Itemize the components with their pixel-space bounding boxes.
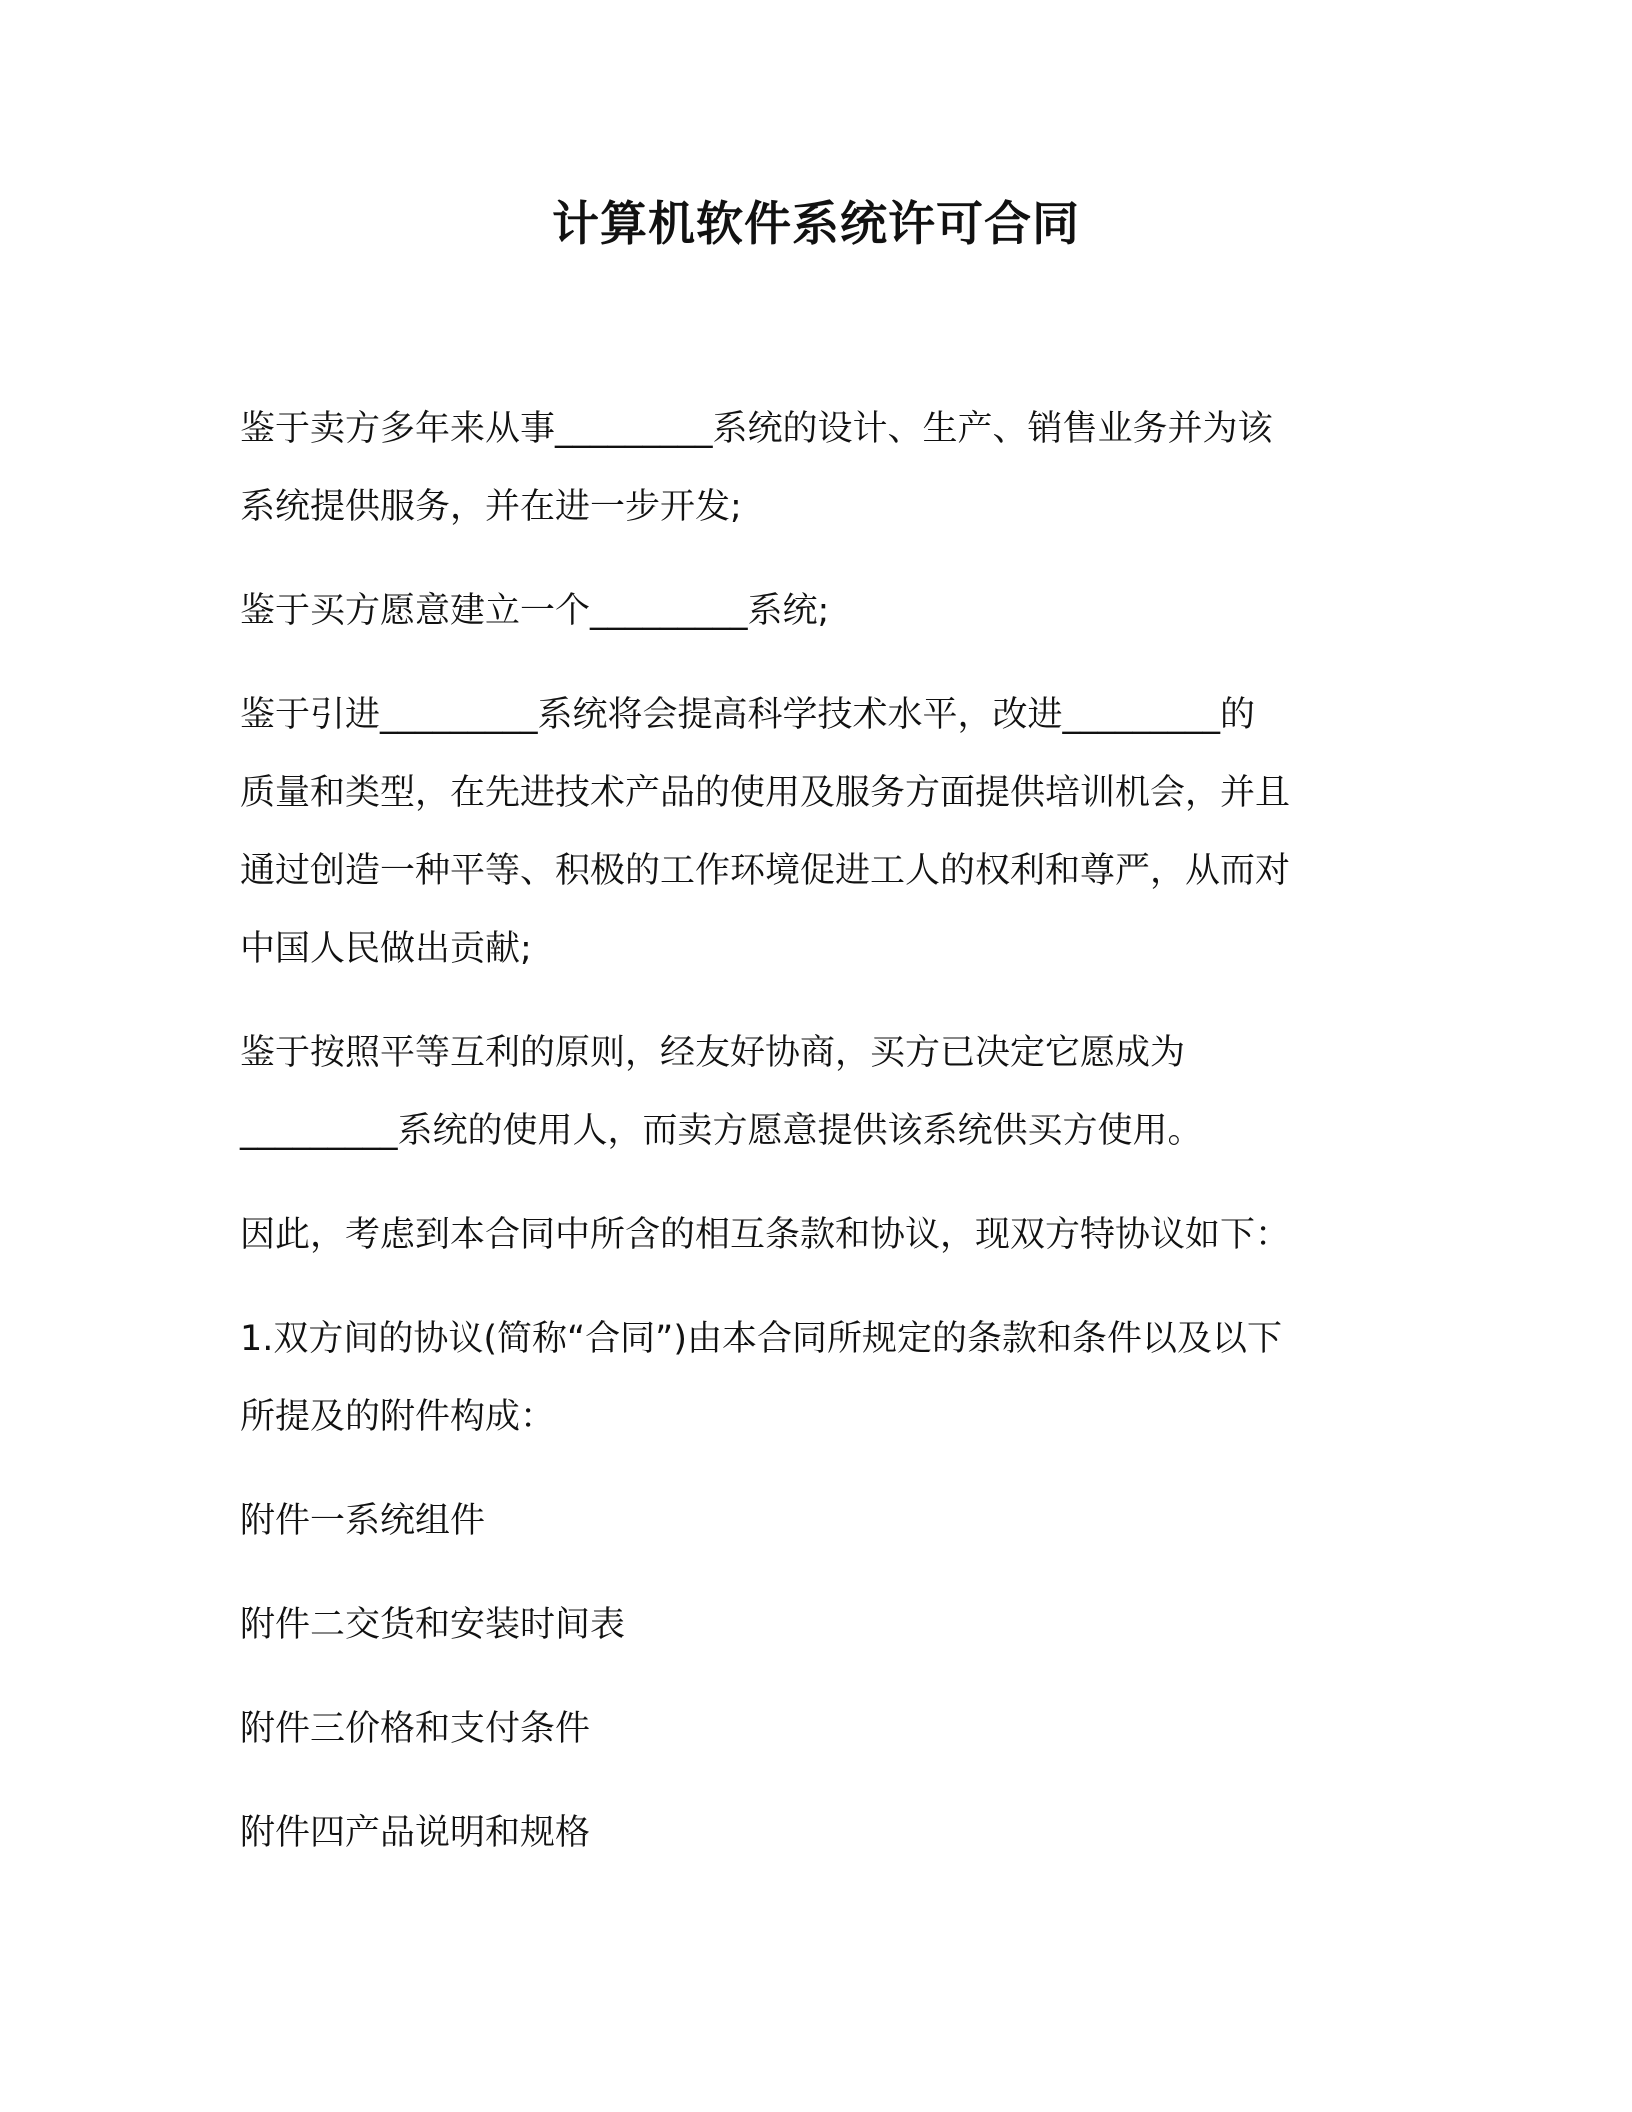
text-line: 鉴于买方愿意建立一个_________系统; xyxy=(240,591,830,631)
text-line: 鉴于按照平等互利的原则，经友好协商，买方已决定它愿成为 xyxy=(240,1033,1186,1073)
text-line: 系统提供服务，并在进一步开发; xyxy=(240,487,742,527)
text-line: 鉴于卖方多年来从事_________系统的设计、生产、销售业务并为该 xyxy=(240,409,1273,449)
text-line: 所提及的附件构成： xyxy=(240,1397,556,1437)
annex-2-item xyxy=(240,1586,1400,1664)
text-line: 鉴于引进_________系统将会提高科学技术水平，改进_________的 xyxy=(240,695,1256,735)
annex-3-item xyxy=(240,1690,1400,1768)
text-line: 附件二交货和安装时间表 xyxy=(240,1605,626,1645)
text-line: 因此，考虑到本合同中所含的相互条款和协议，现双方特协议如下： xyxy=(240,1215,1291,1255)
agreement-intro-paragraph xyxy=(240,1196,1400,1274)
text-line: 1.双方间的协议(简称“合同”)由本合同所规定的条款和条件以及以下 xyxy=(240,1319,1282,1359)
recital-seller-paragraph xyxy=(240,390,1400,546)
text-line: 附件一系统组件 xyxy=(240,1501,486,1541)
recital-buyer-paragraph xyxy=(240,572,1400,650)
clause-1-paragraph xyxy=(240,1300,1400,1456)
text-line: 通过创造一种平等、积极的工作环境促进工人的权利和尊严，从而对 xyxy=(240,851,1291,891)
recital-benefit-paragraph xyxy=(240,676,1400,988)
document-body xyxy=(240,390,1400,1898)
annex-4-item xyxy=(240,1794,1400,1872)
text-line: 附件四产品说明和规格 xyxy=(240,1813,591,1853)
text-line: 附件三价格和支付条件 xyxy=(240,1709,591,1749)
recital-principle-paragraph xyxy=(240,1014,1400,1170)
text-line: 中国人民做出贡献; xyxy=(240,929,532,969)
text-line: _________系统的使用人，而卖方愿意提供该系统供买方使用。 xyxy=(240,1111,1203,1151)
text-line: 质量和类型，在先进技术产品的使用及服务方面提供培训机会，并且 xyxy=(240,773,1291,813)
annex-1-item xyxy=(240,1482,1400,1560)
document-title: 计算机软件系统许可合同 xyxy=(552,197,1080,252)
